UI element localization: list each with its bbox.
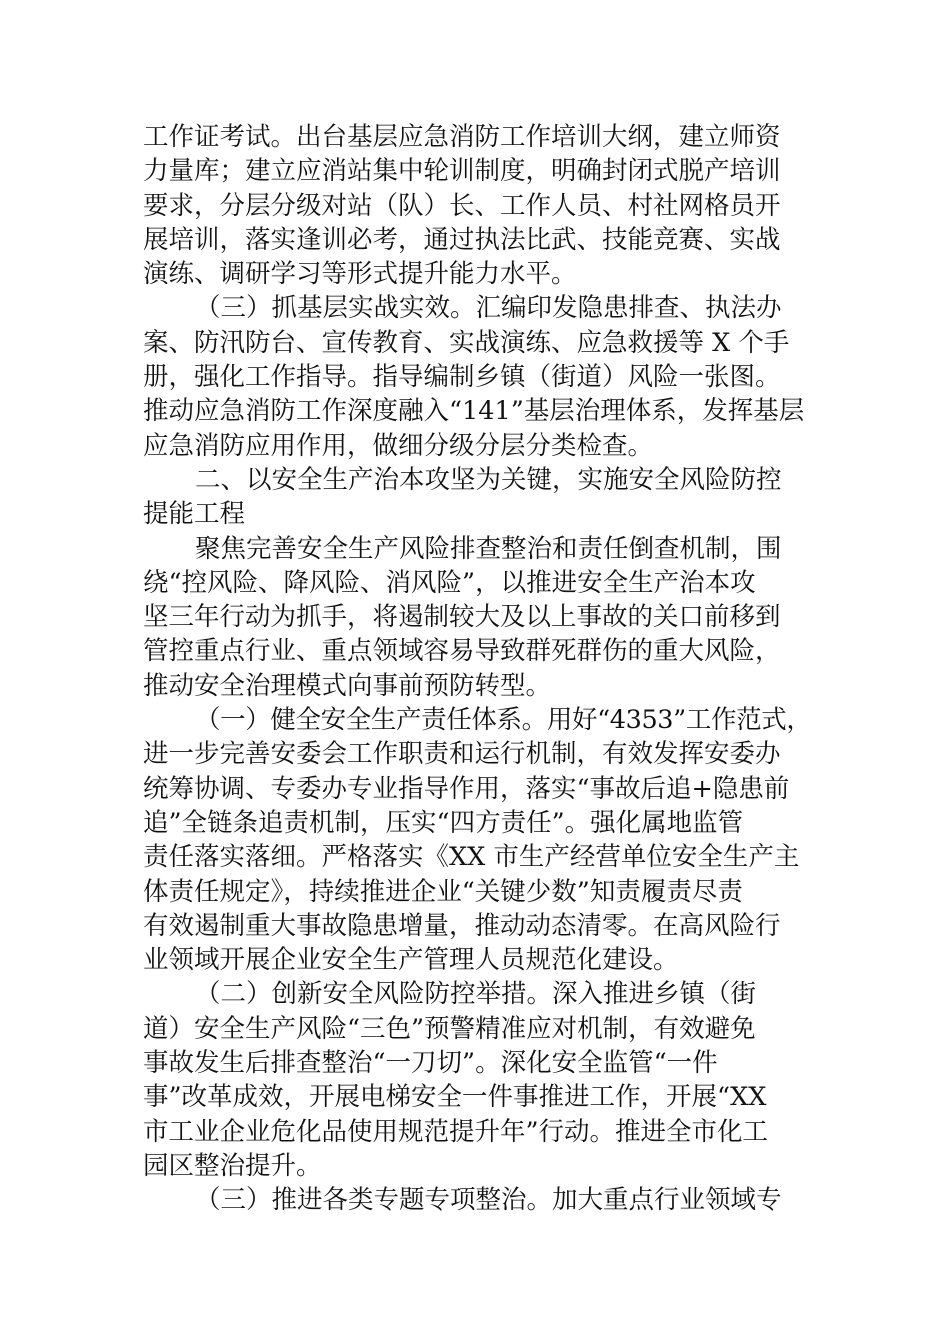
text-line: 绕“控风险、降风险、消风险”，以推进安全生产治本攻 (143, 567, 756, 598)
text-line: 道）安全生产风险“三色”预警精准应对机制，有效避免 (143, 1013, 756, 1044)
text-line: 市工业企业危化品使用规范提升年”行动。推进全市化工 (143, 1116, 769, 1147)
text-line: 进一步完善安委会工作职责和运行机制，有效发挥安委办 (143, 739, 781, 770)
text-line: 应急消防应用作用，做细分级分层分类检查。 (143, 430, 654, 461)
text-line: （二）创新安全风险防控举措。深入推进乡镇（街 (195, 979, 757, 1010)
text-line: 事故发生后排查整治“一刀切”。深化安全监管“一件 (143, 1048, 718, 1079)
text-line: 园区整治提升。 (143, 1150, 322, 1181)
text-line: （三）推进各类专题专项整治。加大重点行业领域专 (195, 1185, 782, 1216)
text-line: 册，强化工作指导。指导编制乡镇（街道）风险一张图。 (143, 362, 781, 393)
text-line: 聚焦完善安全生产风险排查整治和责任倒查机制，围 (195, 533, 782, 564)
text-line: 坚三年行动为抓手，将遏制较大及以上事故的关口前移到 (143, 602, 781, 633)
section-heading-line: 二、以安全生产治本攻坚为关键，实施安全风险防控 (195, 464, 782, 495)
text-line: 案、防汛防台、宣传教育、实战演练、应急救援等 X 个手 (143, 327, 790, 358)
text-line: 追”全链条追责机制，压实“四方责任”。强化属地监管 (143, 807, 744, 838)
document-body (143, 120, 811, 1218)
text-line: 责任落实落细。严格落实《XX 市生产经营单位安全生产主 (143, 842, 800, 873)
text-line: 推动安全治理模式向事前预防转型。 (143, 670, 552, 701)
text-line: 统筹协调、专委办专业指导作用，落实“事故后追+隐患前 (143, 773, 790, 804)
text-line: 演练、调研学习等形式提升能力水平。 (143, 259, 577, 290)
text-line: 推动应急消防工作深度融入“141”基层治理体系，发挥基层 (143, 396, 805, 427)
text-line: 要求，分层分级对站（队）长、工作人员、村社网格员开 (143, 190, 781, 221)
text-line: （一）健全安全生产责任体系。用好“4353”工作范式， (195, 705, 812, 736)
text-line: （三）抓基层实战实效。汇编印发隐患排查、执法办 (195, 293, 782, 324)
text-line: 体责任规定》，持续推进企业“关键少数”知责履责尽责 (143, 876, 743, 907)
text-line: 业领域开展企业安全生产管理人员规范化建设。 (143, 945, 679, 976)
text-line: 工作证考试。出台基层应急消防工作培训大纲，建立师资 (143, 122, 781, 152)
text-line: 展培训，落实逢训必考，通过执法比武、技能竞赛、实战 (143, 224, 781, 255)
text-line: 力量库；建立应消站集中轮训制度，明确封闭式脱产培训 (143, 156, 781, 187)
text-line: 管控重点行业、重点领域容易导致群死群伤的重大风险， (143, 636, 781, 667)
section-heading-line: 提能工程 (143, 499, 246, 530)
text-line: 有效遏制重大事故隐患增量，推动动态清零。在高风险行 (143, 910, 781, 941)
text-line: 事”改革成效，开展电梯安全一件事推进工作，开展“XX (143, 1082, 767, 1113)
